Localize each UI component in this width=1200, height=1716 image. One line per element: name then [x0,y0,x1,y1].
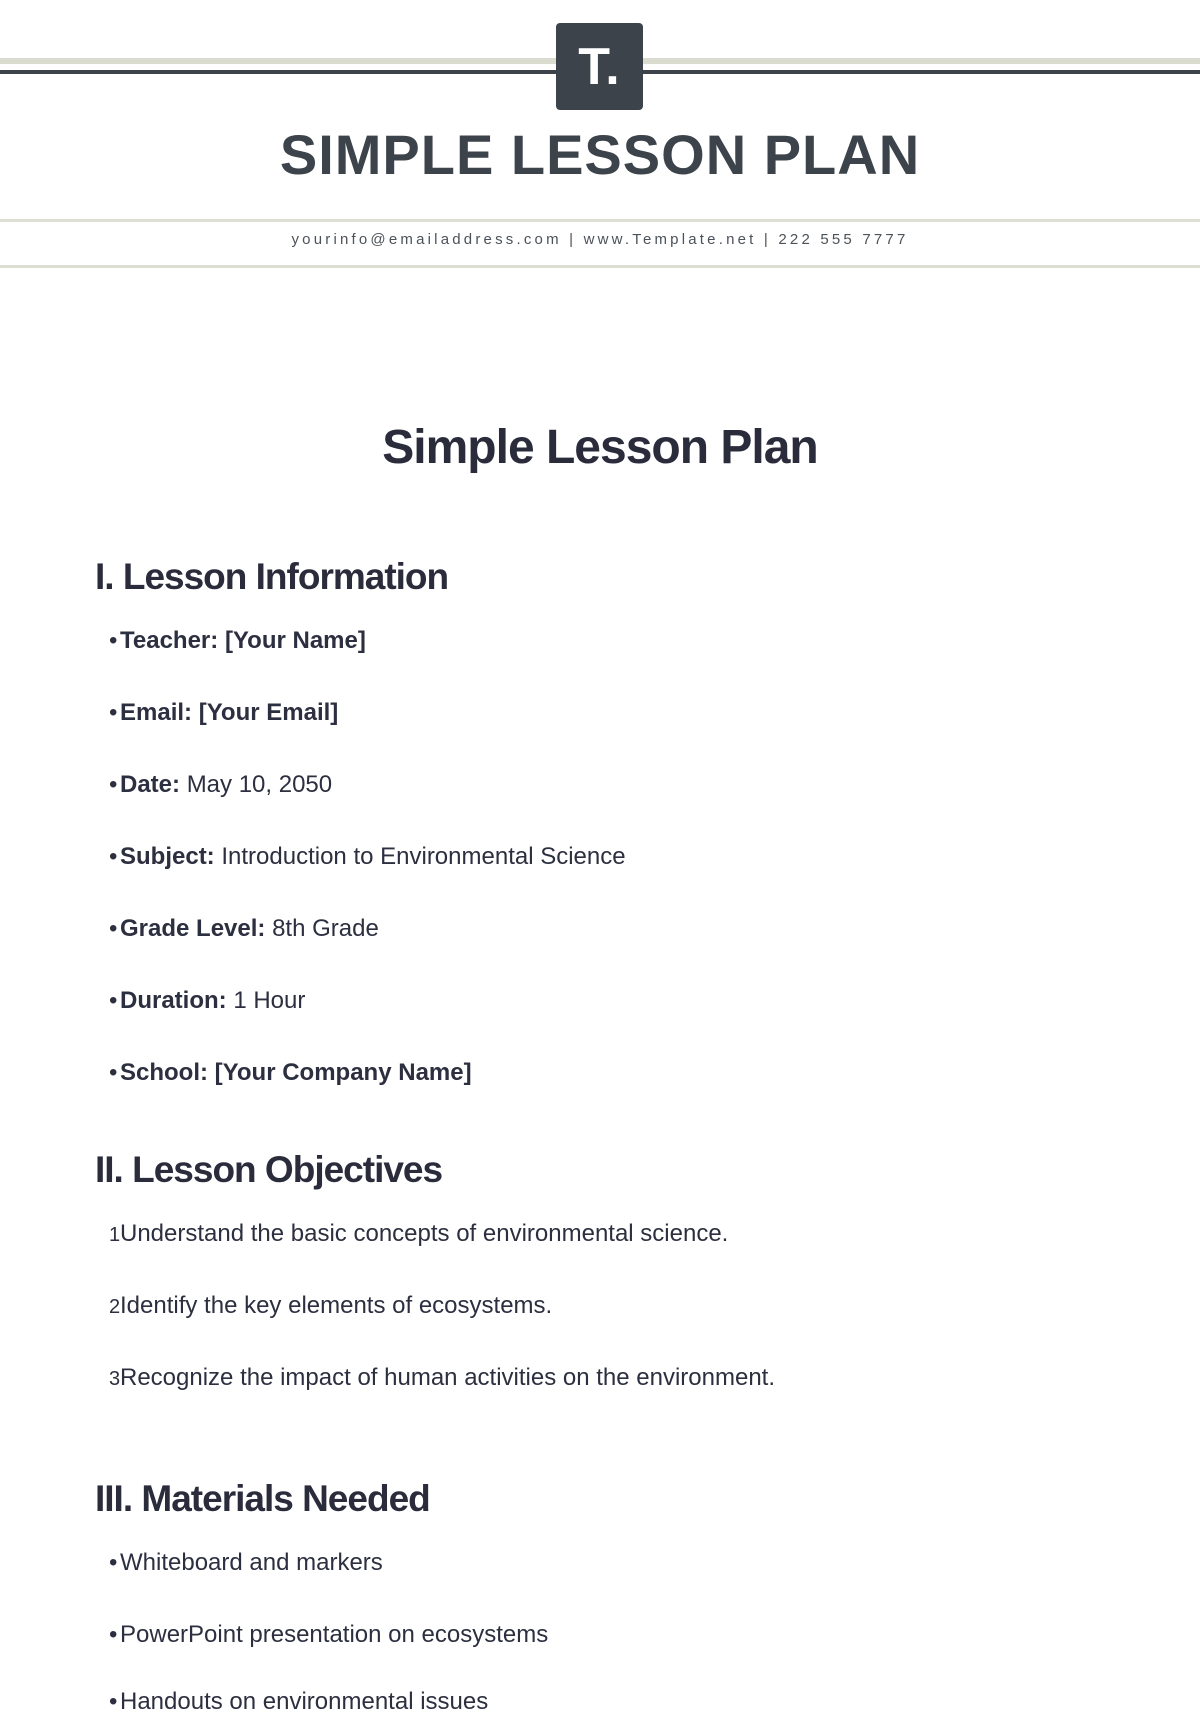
objective-item [109,1220,728,1248]
objective-text: Understand the basic concepts of environmental science. [120,1220,729,1247]
brand-title: SIMPLE LESSON PLAN [279,123,921,186]
item-label: School: [120,1059,208,1086]
section-heading-materials-needed: III. Materials Needed [95,1478,430,1519]
item-value: [Your Company Name] [214,1059,472,1086]
list-item-teacher [109,627,366,655]
section-heading-lesson-information: I. Lesson Information [95,556,449,597]
objective-item [109,1364,775,1392]
list-item-duration [109,987,305,1015]
document-title: Simple Lesson Plan [382,421,818,474]
list-number: 1 [109,1224,121,1246]
list-item-subject [109,843,626,871]
bullet-icon: • [109,1059,118,1086]
item-label: Duration: [120,987,227,1014]
bullet-icon: • [109,987,118,1014]
material-text: Handouts on environmental issues [120,1688,489,1715]
material-item [109,1688,488,1716]
contact-rule-top [0,219,1200,222]
item-label: Grade Level: [120,915,266,942]
item-value: 1 Hour [233,987,306,1014]
template-logo [556,23,643,110]
bullet-icon: • [109,1621,118,1648]
section-heading-lesson-objectives: II. Lesson Objectives [95,1149,443,1190]
item-value: [Your Name] [224,627,366,654]
bullet-icon: • [109,699,118,726]
objective-text: Identify the key elements of ecosystems. [120,1292,553,1319]
bullet-icon: • [109,627,118,654]
list-item-date [109,771,332,799]
list-item-grade-level [109,915,379,943]
material-item [109,1621,548,1649]
item-label: Teacher: [120,627,219,654]
item-label: Email: [120,699,193,726]
bullet-icon: • [109,915,118,942]
item-value: [Your Email] [198,699,339,726]
objective-text: Recognize the impact of human activities on the environment. [120,1364,776,1391]
list-number: 2 [109,1296,121,1318]
bullet-icon: • [109,1549,118,1576]
item-value: May 10, 2050 [186,771,333,798]
contact-rule-bottom [0,265,1200,268]
contact-line: yourinfo@emailaddress.com | www.Template.net | 222 555 7777 [291,231,909,248]
logo-text: T. [578,37,621,96]
bullet-icon: • [109,771,118,798]
item-value: Introduction to Environmental Science [221,843,626,870]
bullet-icon: • [109,1688,118,1715]
bullet-icon: • [109,843,118,870]
document-header [0,0,1200,275]
item-label: Subject: [120,843,215,870]
item-value: 8th Grade [272,915,379,942]
list-item-email [109,699,338,727]
objective-item [109,1292,552,1320]
list-number: 3 [109,1368,121,1390]
material-text: Whiteboard and markers [120,1549,383,1576]
material-text: PowerPoint presentation on ecosystems [120,1621,549,1648]
list-item-school [109,1059,472,1087]
material-item [109,1549,383,1577]
item-label: Date: [120,771,181,798]
